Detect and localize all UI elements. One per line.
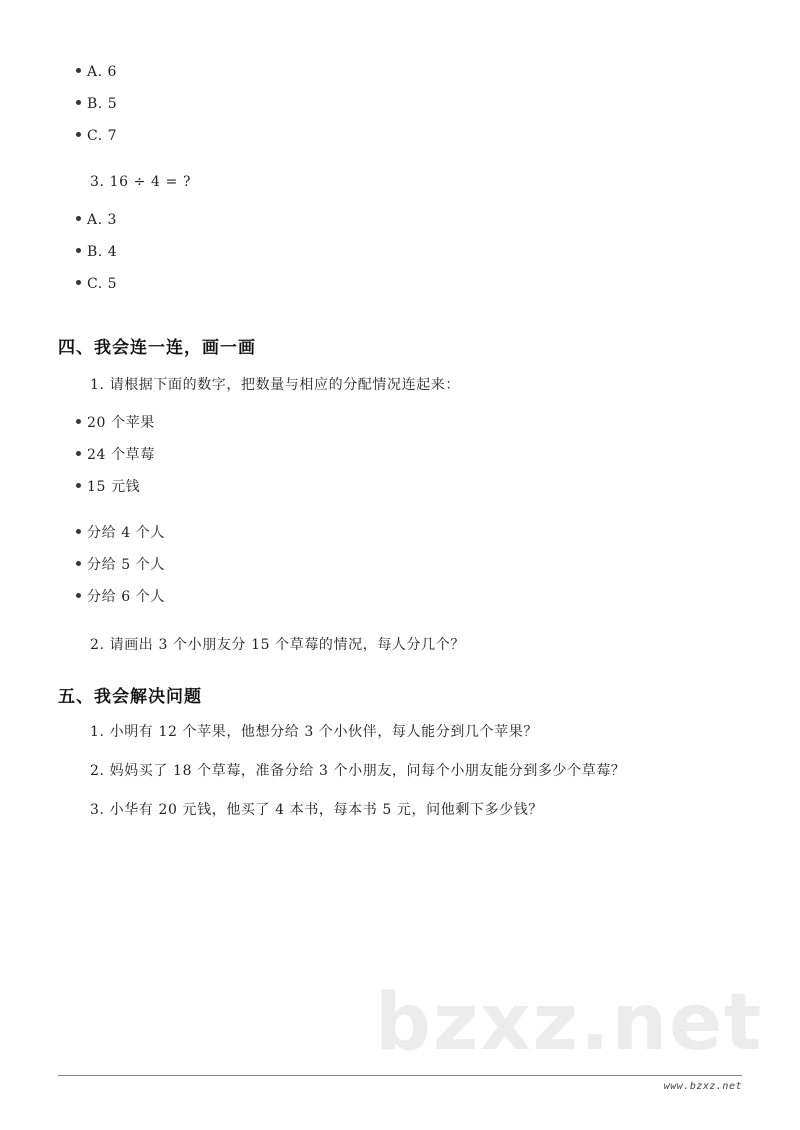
bullet-icon bbox=[76, 100, 81, 105]
option-c: C. 5 bbox=[76, 276, 117, 292]
section-5-question-3: 3. 小华有 20 元钱，他买了 4 本书，每本书 5 元，问他剩下多少钱？ bbox=[90, 802, 543, 818]
option-c: C. 7 bbox=[76, 128, 117, 144]
section-5-question-2: 2. 妈妈买了 18 个草莓，准备分给 3 个小朋友，问每个小朋友能分到多少个草莓？ bbox=[90, 763, 626, 779]
section-5-question-1: 1. 小明有 12 个苹果，他想分给 3 个小伙伴，每人能分到几个苹果？ bbox=[90, 724, 538, 740]
list-item: 分给 4 个人 bbox=[76, 522, 165, 542]
bullet-icon bbox=[76, 483, 81, 488]
list-item: 分给 6 个人 bbox=[76, 586, 165, 606]
section-4-heading: 四、我会连一连，画一画 bbox=[58, 338, 256, 358]
section-4-question-1: 1. 请根据下面的数字，把数量与相应的分配情况连起来： bbox=[90, 377, 461, 393]
section-5-heading: 五、我会解决问题 bbox=[58, 687, 202, 707]
bullet-icon bbox=[76, 419, 81, 424]
bullet-icon bbox=[76, 132, 81, 137]
bullet-icon bbox=[76, 248, 81, 253]
watermark: bzxz.net bbox=[375, 978, 764, 1068]
bullet-icon bbox=[76, 593, 81, 598]
footer-url: www.bzxz.net bbox=[663, 1081, 742, 1092]
option-b: B. 5 bbox=[76, 96, 117, 112]
option-a: A. 3 bbox=[76, 212, 117, 228]
bullet-icon bbox=[76, 280, 81, 285]
option-a: A. 6 bbox=[76, 64, 117, 80]
list-item: 分给 5 个人 bbox=[76, 554, 165, 574]
section-4-question-2: 2. 请画出 3 个小朋友分 15 个草莓的情况，每人分几个？ bbox=[90, 637, 465, 653]
list-item: 20 个苹果 bbox=[76, 412, 155, 432]
bullet-icon bbox=[76, 529, 81, 534]
bullet-icon bbox=[76, 451, 81, 456]
footer-divider bbox=[58, 1075, 742, 1076]
bullet-icon bbox=[76, 216, 81, 221]
bullet-icon bbox=[76, 68, 81, 73]
option-b: B. 4 bbox=[76, 244, 117, 260]
list-item: 24 个草莓 bbox=[76, 444, 155, 464]
bullet-icon bbox=[76, 561, 81, 566]
list-item: 15 元钱 bbox=[76, 476, 140, 496]
question-3: 3. 16 ÷ 4 = ? bbox=[90, 174, 192, 190]
